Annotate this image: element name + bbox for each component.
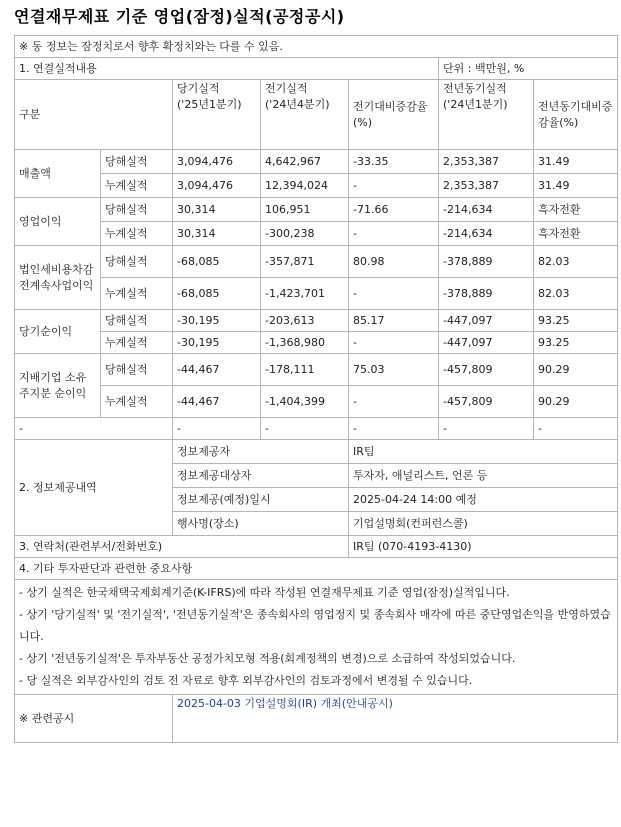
cell-prev-change: - <box>349 174 439 198</box>
info-value: 기업설명회(컨퍼런스콜) <box>349 512 618 536</box>
table-row <box>15 150 618 174</box>
empty-row <box>15 418 618 440</box>
section2-label: 2. 정보제공내역 <box>15 440 173 536</box>
cell-prev-change: - <box>349 332 439 354</box>
info-key: 정보제공자 <box>173 440 349 464</box>
row-type: 당해실적 <box>101 246 173 278</box>
row-type: 누계실적 <box>101 386 173 418</box>
table-row <box>15 354 618 386</box>
info-key: 정보제공(예정)일시 <box>173 488 349 512</box>
cell-yoy-change: 90.29 <box>534 354 618 386</box>
cell-prev-change: 85.17 <box>349 310 439 332</box>
cell-previous: -1,368,980 <box>261 332 349 354</box>
row-item: 영업이익 <box>15 198 101 246</box>
cell-prev-change: 75.03 <box>349 354 439 386</box>
page-title: 연결재무제표 기준 영업(잠정)실적(공정공시) <box>14 7 345 26</box>
header-prev-change: 전기대비증감율(%) <box>349 80 439 150</box>
table-row <box>15 198 618 222</box>
cell-yoy-change: 흑자전환 <box>534 222 618 246</box>
cell-yoy: -214,634 <box>439 222 534 246</box>
table-row <box>15 278 618 310</box>
header-yoy-change: 전년동기대비증감율(%) <box>534 80 618 150</box>
row-type: 누계실적 <box>101 332 173 354</box>
header-previous-period: ('24년4분기) <box>265 98 330 111</box>
contact-value: IR팀 (070-4193-4130) <box>349 536 618 558</box>
row-type: 당해실적 <box>101 150 173 174</box>
cell-current: -68,085 <box>173 246 261 278</box>
cell-yoy: -457,809 <box>439 354 534 386</box>
cell-prev-change: -33.35 <box>349 150 439 174</box>
row-type: 당해실적 <box>101 310 173 332</box>
cell-prev-change: - <box>349 278 439 310</box>
table-row <box>15 222 618 246</box>
cell-yoy-change: 흑자전환 <box>534 198 618 222</box>
cell-current: 30,314 <box>173 222 261 246</box>
unit-label: 단위 : 백만원, % <box>439 58 618 80</box>
dash-cell: - <box>261 418 349 440</box>
related-label: ※ 관련공시 <box>15 695 173 743</box>
row-type: 누계실적 <box>101 222 173 246</box>
cell-previous: 106,951 <box>261 198 349 222</box>
table-row <box>15 386 618 418</box>
cell-current: 3,094,476 <box>173 150 261 174</box>
notice: ※ 동 정보는 잠정치로서 향후 확정치와는 다를 수 있음. <box>15 36 618 58</box>
row-type: 누계실적 <box>101 174 173 198</box>
table-row <box>15 246 618 278</box>
cell-previous: -1,423,701 <box>261 278 349 310</box>
cell-prev-change: -71.66 <box>349 198 439 222</box>
cell-yoy-change: 82.03 <box>534 246 618 278</box>
table-row <box>15 174 618 198</box>
header-previous <box>261 80 349 150</box>
section3-label: 3. 연락처(관련부서/전화번호) <box>15 536 349 558</box>
info-value: 투자자, 애널리스트, 언론 등 <box>349 464 618 488</box>
cell-yoy: -378,889 <box>439 278 534 310</box>
cell-current: 3,094,476 <box>173 174 261 198</box>
cell-previous: -357,871 <box>261 246 349 278</box>
note-line: - 상기 '당기실적' 및 '전기실적', '전년동기실적'은 종속회사의 영업정지 및 종속회사 매각에 따른 중단영업손익을 반영하였습니다. <box>19 608 611 643</box>
note-line: - 상기 실적은 한국채택국제회계기준(K-IFRS)에 따라 작성된 연결재무제표 기준 영업(잠정)실적입니다. <box>19 586 510 599</box>
cell-previous: 4,642,967 <box>261 150 349 174</box>
note-line: - 상기 '전년동기실적'은 투자부동산 공정가치모형 적용(회계정책의 변경)으로 소급하여 작성되었습니다. <box>19 652 516 665</box>
cell-yoy: -214,634 <box>439 198 534 222</box>
cell-current: -30,195 <box>173 332 261 354</box>
header-yoy-label: 전년동기실적 <box>443 82 507 95</box>
related-link[interactable]: 2025-04-03 기업설명회(IR) 개최(안내공시) <box>173 695 618 743</box>
notes-block <box>15 580 618 695</box>
cell-yoy-change: 93.25 <box>534 332 618 354</box>
row-item: 당기순이익 <box>15 310 101 354</box>
cell-previous: -300,238 <box>261 222 349 246</box>
cell-yoy: -447,097 <box>439 332 534 354</box>
table-row <box>15 332 618 354</box>
row-item: 법인세비용차감전계속사업이익 <box>15 246 101 310</box>
cell-yoy-change: 31.49 <box>534 150 618 174</box>
section4-label: 4. 기타 투자판단과 관련한 중요사항 <box>15 558 618 580</box>
dash-cell: - <box>15 418 173 440</box>
row-item: 지배기업 소유주지분 순이익 <box>15 354 101 418</box>
cell-yoy-change: 90.29 <box>534 386 618 418</box>
cell-current: 30,314 <box>173 198 261 222</box>
cell-yoy: -457,809 <box>439 386 534 418</box>
cell-current: -44,467 <box>173 354 261 386</box>
header-previous-label: 전기실적 <box>265 82 308 95</box>
cell-previous: -203,613 <box>261 310 349 332</box>
cell-yoy: -378,889 <box>439 246 534 278</box>
header-current-period: ('25년1분기) <box>177 98 242 111</box>
cell-current: -30,195 <box>173 310 261 332</box>
cell-previous: -1,404,399 <box>261 386 349 418</box>
cell-previous: -178,111 <box>261 354 349 386</box>
row-type: 당해실적 <box>101 198 173 222</box>
disclosure-table <box>14 35 618 743</box>
note-line: - 당 실적은 외부감사인의 검토 전 자료로 향후 외부감사인의 검토과정에서 변경될 수 있습니다. <box>19 674 473 687</box>
cell-yoy: -447,097 <box>439 310 534 332</box>
row-type: 누계실적 <box>101 278 173 310</box>
cell-current: -68,085 <box>173 278 261 310</box>
info-value: IR팀 <box>349 440 618 464</box>
cell-yoy: 2,353,387 <box>439 174 534 198</box>
info-value: 2025-04-24 14:00 예정 <box>349 488 618 512</box>
cell-yoy-change: 82.03 <box>534 278 618 310</box>
info-key: 정보제공대상자 <box>173 464 349 488</box>
cell-prev-change: - <box>349 386 439 418</box>
table-row <box>15 310 618 332</box>
row-item: 매출액 <box>15 150 101 198</box>
dash-cell: - <box>534 418 618 440</box>
info-key: 행사명(장소) <box>173 512 349 536</box>
section1-label: 1. 연결실적내용 <box>15 58 439 80</box>
header-yoy-period: ('24년1분기) <box>443 98 508 111</box>
dash-cell: - <box>349 418 439 440</box>
cell-prev-change: 80.98 <box>349 246 439 278</box>
dash-cell: - <box>439 418 534 440</box>
header-category: 구분 <box>15 80 173 150</box>
cell-prev-change: - <box>349 222 439 246</box>
cell-yoy: 2,353,387 <box>439 150 534 174</box>
dash-cell: - <box>173 418 261 440</box>
header-current-label: 당기실적 <box>177 82 220 95</box>
cell-yoy-change: 31.49 <box>534 174 618 198</box>
cell-current: -44,467 <box>173 386 261 418</box>
header-yoy <box>439 80 534 150</box>
header-current <box>173 80 261 150</box>
cell-previous: 12,394,024 <box>261 174 349 198</box>
cell-yoy-change: 93.25 <box>534 310 618 332</box>
row-type: 당해실적 <box>101 354 173 386</box>
